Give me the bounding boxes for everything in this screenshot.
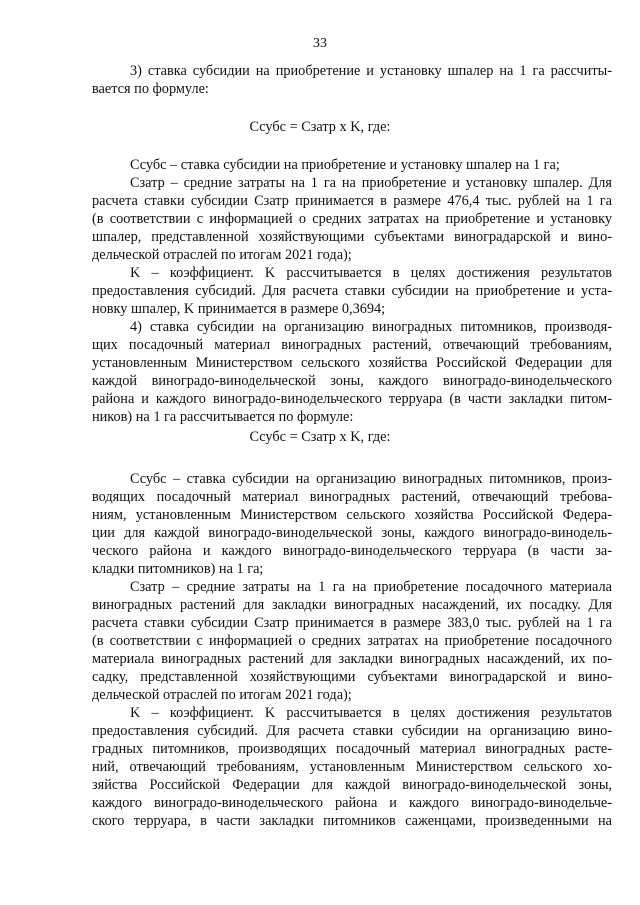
text-line: предоставления субсидий. Для расчета ставки субсидии на организацию вино-	[92, 723, 612, 739]
text-line: района и каждого виноградо-винодельческого терруара (в части закладки питом-	[92, 391, 612, 407]
text-line: ции для каждой виноградо-винодельческой зоны, каждого виноградо-винодель-	[92, 525, 612, 541]
text-line: новку шпалер, K принимается в размере 0,3694;	[92, 301, 386, 317]
text-line: кладки питомников) на 1 га;	[92, 561, 264, 577]
text-line: Ссубс – ставка субсидии на организацию виноградных питомников, произ-	[130, 471, 612, 487]
text-line: K – коэффициент. K рассчитывается в целях достижения результатов	[130, 705, 612, 721]
text-line: Сзатр – средние затраты на 1 га на приобретение посадочного материала	[130, 579, 612, 595]
text-line: предоставления субсидий. Для расчета ставки субсидии на приобретение и уста-	[92, 283, 612, 299]
text-line: садку, представленной хозяйствующими субъектами виноградарской и вино-	[92, 669, 612, 685]
text-line: расчета ставки субсидии Сзатр принимается в размере 383,0 тыс. рублей на 1 га	[92, 615, 612, 631]
text-line: водящих посадочный материал виноградных растений, отвечающий требова-	[92, 489, 612, 505]
text-line: Ссубс – ставка субсидии на приобретение и установку шпалер на 1 га;	[130, 157, 560, 173]
text-line: градных питомников, производящих посадочный материал виноградных расте-	[92, 741, 612, 757]
text-line: дельческой отраслей по итогам 2021 года);	[92, 247, 352, 263]
text-line: Сзатр – средние затраты на 1 га на приобретение и установку шпалер. Для	[130, 175, 612, 191]
text-line: ниям, установленным Министерством сельского хозяйства Российской Федера-	[92, 507, 612, 523]
text-line: (в соответствии с информацией о средних затратах на приобретение посадочного	[92, 633, 612, 649]
text-line: расчета ставки субсидии Сзатр принимается в размере 476,4 тыс. рублей на 1 га	[92, 193, 612, 209]
page-number: 33	[313, 36, 327, 51]
text-line: каждого виноградо-винодельческого района и каждого виноградо-винодельче-	[92, 795, 612, 811]
text-line: ческого района и каждого виноградо-винодельческого терруара (в части за-	[92, 543, 612, 559]
text-line: 3) ставка субсидии на приобретение и установку шпалер на 1 га рассчиты-	[130, 63, 612, 79]
text-line: ний, отвечающий требованиям, установленным Министерством сельского хо-	[92, 759, 612, 775]
text-line: материала виноградных растений для закладки виноградных насаждений, их по-	[92, 651, 612, 667]
formula-line: Ссубс = Сзатр x K, где:	[249, 429, 391, 445]
text-line: (в соответствии с информацией о средних затратах на приобретение и установку	[92, 211, 612, 227]
text-line: зяйства Российской Федерации для каждой виноградо-винодельческой зоны,	[92, 777, 612, 793]
text-line: щих посадочный материал виноградных растений, отвечающий требованиям,	[92, 337, 612, 353]
text-line: дельческой отраслей по итогам 2021 года);	[92, 687, 352, 703]
text-line: 4) ставка субсидии на организацию виноградных питомников, производя-	[130, 319, 612, 335]
text-line: виноградных растений для закладки виноградных насаждений, их посадку. Для	[92, 597, 612, 613]
text-line: ского терруара, в части закладки питомников саженцами, произведенными на	[92, 813, 612, 829]
text-line: шпалер, представленной хозяйствующими субъектами виноградарской и вино-	[92, 229, 612, 245]
formula-line: Ссубс = Сзатр x K, где:	[249, 119, 391, 135]
text-line: вается по формуле:	[92, 81, 209, 97]
text-line: установленным Министерством сельского хозяйства Российской Федерации для	[92, 355, 612, 371]
text-line: ников) на 1 га рассчитывается по формуле:	[92, 409, 354, 425]
text-line: K – коэффициент. K рассчитывается в целях достижения результатов	[130, 265, 612, 281]
text-line: каждой виноградо-винодельческой зоны, каждого виноградо-винодельческого	[92, 373, 612, 389]
